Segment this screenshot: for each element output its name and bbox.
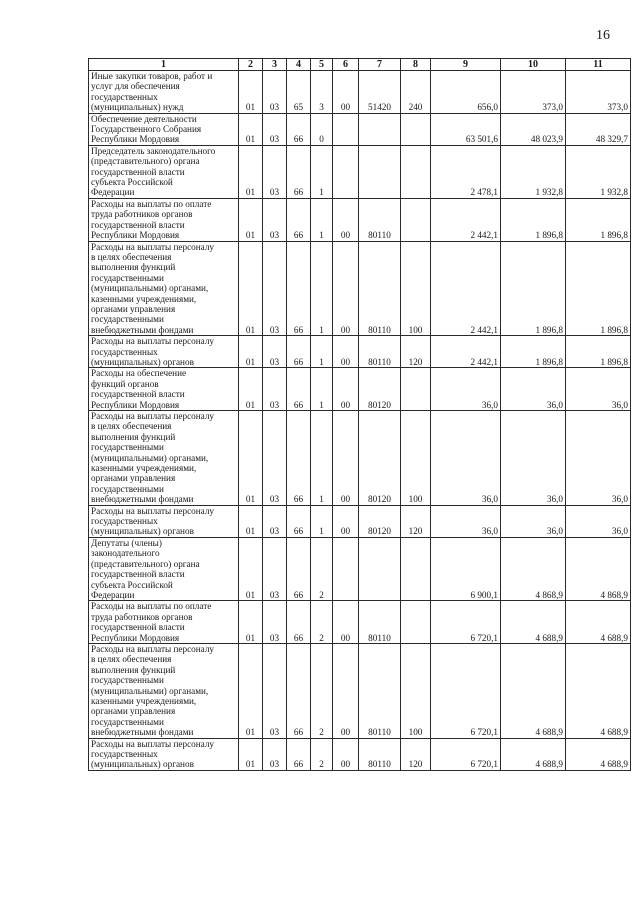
table-row (89, 601, 631, 644)
cell-expense-type (401, 537, 431, 600)
cell-expense-name (89, 198, 239, 241)
cell-section: 01 (239, 738, 263, 770)
cell-section: 01 (239, 198, 263, 241)
cell-amount-year-3: 1 896,8 (566, 336, 631, 368)
column-header: 1 (89, 59, 239, 71)
expense-name-line: субъекта Российской (91, 177, 173, 188)
expense-name-line: государственных (91, 516, 158, 527)
expense-name-line: Расходы на выплаты персоналу (91, 241, 215, 252)
cell-amount-year-1: 36,0 (431, 411, 501, 506)
expense-name-line: законодательного (91, 548, 160, 559)
cell-subsection: 03 (263, 537, 287, 600)
expense-name-line: Обеспечение деятельности (91, 113, 197, 124)
cell-expense-name (89, 601, 239, 644)
expense-name-line: Иные закупки товаров, работ и (91, 71, 213, 81)
cell-expense-type (401, 145, 431, 198)
table-row (89, 505, 631, 537)
cell-program: 66 (287, 505, 311, 537)
cell-amount-year-1: 63 501,6 (431, 113, 501, 145)
column-header: 9 (431, 59, 501, 71)
cell-amount-year-3: 4 688,9 (566, 643, 631, 738)
cell-subprogram: 1 (311, 411, 333, 506)
expense-name-line: государственными (91, 272, 164, 283)
cell-section: 01 (239, 537, 263, 600)
cell-event: 00 (333, 71, 359, 114)
expense-name-line: государственными (91, 483, 164, 494)
cell-expense-name (89, 537, 239, 600)
cell-amount-year-2: 48 023,9 (501, 113, 566, 145)
cell-amount-year-3: 1 896,8 (566, 241, 631, 336)
cell-subprogram: 1 (311, 505, 333, 537)
cell-amount-year-1: 2 442,1 (431, 241, 501, 336)
cell-subprogram: 2 (311, 738, 333, 770)
cell-direction (359, 145, 401, 198)
cell-amount-year-2: 1 896,8 (501, 241, 566, 336)
cell-subsection: 03 (263, 241, 287, 336)
cell-amount-year-3: 48 329,7 (566, 113, 631, 145)
cell-subsection: 03 (263, 145, 287, 198)
expense-name-line: Федерации (91, 589, 135, 600)
cell-amount-year-3: 36,0 (566, 505, 631, 537)
cell-amount-year-1: 2 478,1 (431, 145, 501, 198)
expense-name-line: в целях обеспечения (91, 654, 172, 665)
expense-name-line: выполнения функций (91, 664, 176, 675)
expense-name-line: государственной власти (91, 389, 185, 400)
expense-name-line: (муниципальными) органами, (91, 685, 209, 696)
cell-expense-name (89, 145, 239, 198)
cell-section: 01 (239, 241, 263, 336)
cell-expense-type (401, 198, 431, 241)
cell-program: 66 (287, 113, 311, 145)
expense-name-line: Расходы на выплаты по оплате (91, 601, 212, 612)
cell-expense-type: 100 (401, 411, 431, 506)
cell-program: 66 (287, 738, 311, 770)
cell-program: 66 (287, 537, 311, 600)
expense-name-line: государственных (91, 346, 158, 357)
cell-amount-year-3: 4 688,9 (566, 738, 631, 770)
table-row (89, 643, 631, 738)
cell-event: 00 (333, 368, 359, 411)
cell-subprogram: 3 (311, 71, 333, 114)
cell-direction: 80110 (359, 601, 401, 644)
cell-program: 66 (287, 601, 311, 644)
expense-name-line: государственными (91, 716, 164, 727)
cell-amount-year-3: 36,0 (566, 368, 631, 411)
column-header: 7 (359, 59, 401, 71)
cell-subsection: 03 (263, 113, 287, 145)
table-row (89, 241, 631, 336)
expense-name-line: (представительного) органа (91, 558, 200, 569)
table-row (89, 738, 631, 770)
cell-direction (359, 113, 401, 145)
cell-amount-year-2: 4 688,9 (501, 643, 566, 738)
expense-name-line: государственных (91, 749, 158, 759)
cell-subsection: 03 (263, 411, 287, 506)
cell-direction: 80110 (359, 198, 401, 241)
cell-amount-year-1: 6 900,1 (431, 537, 501, 600)
expense-name-line: Республики Мордовия (91, 230, 180, 241)
expense-name-line: в целях обеспечения (91, 251, 172, 262)
cell-expense-name (89, 505, 239, 537)
cell-subprogram: 2 (311, 537, 333, 600)
cell-expense-type: 100 (401, 643, 431, 738)
cell-program: 66 (287, 411, 311, 506)
column-header: 8 (401, 59, 431, 71)
expense-name-line: Депутаты (члены) (91, 537, 162, 548)
cell-event (333, 113, 359, 145)
expense-name-line: Расходы на выплаты персоналу (91, 505, 215, 516)
cell-amount-year-2: 373,0 (501, 71, 566, 114)
cell-amount-year-2: 4 688,9 (501, 738, 566, 770)
expense-name-line: труда работников органов (91, 611, 193, 622)
cell-amount-year-1: 36,0 (431, 368, 501, 411)
cell-expense-type: 120 (401, 336, 431, 368)
cell-subprogram: 2 (311, 643, 333, 738)
expense-name-line: казенными учреждениями, (91, 695, 197, 706)
cell-direction: 80110 (359, 738, 401, 770)
expense-name-line: выполнения функций (91, 262, 176, 273)
cell-amount-year-1: 6 720,1 (431, 738, 501, 770)
cell-direction: 80110 (359, 336, 401, 368)
cell-event (333, 537, 359, 600)
expense-name-line: внебюджетными фондами (91, 324, 194, 335)
cell-section: 01 (239, 145, 263, 198)
expense-name-line: (муниципальных) органов (91, 356, 194, 367)
cell-subprogram: 0 (311, 113, 333, 145)
expense-name-line: казенными учреждениями, (91, 293, 197, 304)
page-number: 16 (596, 28, 610, 43)
table-body (89, 71, 631, 771)
table-row (89, 113, 631, 145)
cell-section: 01 (239, 505, 263, 537)
expense-name-line: государственной власти (91, 166, 185, 177)
cell-expense-name (89, 113, 239, 145)
expense-name-line: функций органов (91, 378, 159, 389)
cell-amount-year-2: 4 688,9 (501, 601, 566, 644)
budget-table (88, 58, 631, 771)
expense-name-line: (муниципальными) органами, (91, 283, 209, 294)
cell-subsection: 03 (263, 601, 287, 644)
expense-name-line: органами управления (91, 303, 176, 314)
cell-subsection: 03 (263, 505, 287, 537)
expense-name-line: государственными (91, 442, 164, 453)
expense-name-line: государственной власти (91, 622, 185, 633)
expense-name-line: Председатель законодательного (91, 145, 216, 156)
cell-program: 65 (287, 71, 311, 114)
cell-expense-name (89, 643, 239, 738)
column-header: 5 (311, 59, 333, 71)
cell-expense-type: 120 (401, 505, 431, 537)
cell-subprogram: 1 (311, 198, 333, 241)
expense-name-line: Расходы на обеспечение (91, 368, 187, 379)
cell-amount-year-3: 4 868,9 (566, 537, 631, 600)
cell-subsection: 03 (263, 198, 287, 241)
cell-program: 66 (287, 198, 311, 241)
cell-direction: 80120 (359, 368, 401, 411)
cell-section: 01 (239, 411, 263, 506)
expense-name-line: Расходы на выплаты персоналу (91, 336, 215, 347)
cell-event (333, 145, 359, 198)
cell-subsection: 03 (263, 643, 287, 738)
expense-name-line: труда работников органов (91, 209, 193, 220)
cell-section: 01 (239, 113, 263, 145)
cell-amount-year-2: 36,0 (501, 368, 566, 411)
cell-amount-year-3: 373,0 (566, 71, 631, 114)
column-header: 4 (287, 59, 311, 71)
cell-event: 00 (333, 738, 359, 770)
cell-program: 66 (287, 336, 311, 368)
cell-subprogram: 1 (311, 368, 333, 411)
cell-program: 66 (287, 241, 311, 336)
expense-name-line: государственными (91, 675, 164, 686)
expense-name-line: Республики Мордовия (91, 399, 180, 410)
expense-name-line: Республики Мордовия (91, 134, 180, 145)
cell-expense-name (89, 241, 239, 336)
cell-expense-type (401, 368, 431, 411)
cell-expense-name (89, 411, 239, 506)
table-row (89, 198, 631, 241)
column-header: 11 (566, 59, 631, 71)
expense-name-line: Расходы на выплаты персоналу (91, 643, 215, 654)
cell-direction: 80120 (359, 411, 401, 506)
expense-name-line: (муниципальных) органов (91, 526, 194, 537)
cell-direction (359, 537, 401, 600)
cell-expense-name (89, 71, 239, 114)
cell-section: 01 (239, 336, 263, 368)
cell-program: 66 (287, 368, 311, 411)
expense-name-line: Федерации (91, 187, 135, 198)
cell-event: 00 (333, 505, 359, 537)
expense-name-line: Расходы на выплаты персоналу (91, 738, 215, 749)
table-row (89, 537, 631, 600)
expense-name-line: казенными учреждениями, (91, 463, 197, 474)
cell-subsection: 03 (263, 336, 287, 368)
expense-name-line: государственной власти (91, 219, 185, 230)
cell-subsection: 03 (263, 368, 287, 411)
expense-name-line: (представительного) органа (91, 156, 200, 167)
cell-expense-type (401, 113, 431, 145)
expense-name-line: государственных (91, 91, 158, 102)
cell-amount-year-1: 6 720,1 (431, 601, 501, 644)
cell-amount-year-3: 4 688,9 (566, 601, 631, 644)
expense-name-line: (муниципальных) нужд (91, 102, 184, 113)
table-row (89, 145, 631, 198)
cell-section: 01 (239, 643, 263, 738)
cell-subsection: 03 (263, 738, 287, 770)
expense-name-line: услуг для обеспечения (91, 81, 180, 92)
cell-program: 66 (287, 145, 311, 198)
cell-expense-type: 120 (401, 738, 431, 770)
cell-amount-year-3: 1 932,8 (566, 145, 631, 198)
cell-expense-type: 100 (401, 241, 431, 336)
cell-expense-name (89, 336, 239, 368)
expense-name-line: Расходы на выплаты персоналу (91, 411, 215, 421)
cell-amount-year-2: 4 868,9 (501, 537, 566, 600)
cell-subprogram: 2 (311, 601, 333, 644)
cell-event: 00 (333, 336, 359, 368)
cell-amount-year-1: 2 442,1 (431, 198, 501, 241)
cell-amount-year-3: 1 896,8 (566, 198, 631, 241)
cell-amount-year-1: 2 442,1 (431, 336, 501, 368)
cell-section: 01 (239, 71, 263, 114)
cell-expense-type: 240 (401, 71, 431, 114)
cell-subprogram: 1 (311, 145, 333, 198)
header-row (89, 59, 631, 71)
column-header: 6 (333, 59, 359, 71)
cell-amount-year-2: 1 932,8 (501, 145, 566, 198)
cell-expense-name (89, 738, 239, 770)
table-row (89, 411, 631, 506)
cell-direction: 51420 (359, 71, 401, 114)
cell-amount-year-2: 36,0 (501, 411, 566, 506)
cell-direction: 80110 (359, 241, 401, 336)
expense-name-line: внебюджетными фондами (91, 494, 194, 505)
cell-amount-year-1: 656,0 (431, 71, 501, 114)
cell-amount-year-2: 1 896,8 (501, 198, 566, 241)
expense-name-line: органами управления (91, 706, 176, 717)
expense-name-line: выполнения функций (91, 431, 176, 442)
cell-amount-year-1: 36,0 (431, 505, 501, 537)
cell-event: 00 (333, 198, 359, 241)
expense-name-line: Государственного Собрания (91, 124, 202, 135)
cell-direction: 80120 (359, 505, 401, 537)
cell-direction: 80110 (359, 643, 401, 738)
cell-subprogram: 1 (311, 336, 333, 368)
expense-name-line: (муниципальных) органов (91, 759, 194, 770)
cell-subsection: 03 (263, 71, 287, 114)
cell-amount-year-2: 36,0 (501, 505, 566, 537)
cell-amount-year-3: 36,0 (566, 411, 631, 506)
cell-program: 66 (287, 643, 311, 738)
table-row (89, 336, 631, 368)
cell-event: 00 (333, 411, 359, 506)
expense-name-line: в целях обеспечения (91, 421, 172, 432)
table-row (89, 368, 631, 411)
table-row (89, 71, 631, 114)
expense-name-line: государственными (91, 314, 164, 325)
cell-event: 00 (333, 643, 359, 738)
cell-amount-year-2: 1 896,8 (501, 336, 566, 368)
column-header: 2 (239, 59, 263, 71)
cell-expense-type (401, 601, 431, 644)
expense-name-line: государственной власти (91, 569, 185, 580)
column-header: 3 (263, 59, 287, 71)
cell-event: 00 (333, 601, 359, 644)
expense-name-line: Республики Мордовия (91, 632, 180, 643)
cell-amount-year-1: 6 720,1 (431, 643, 501, 738)
expense-name-line: субъекта Российской (91, 579, 173, 590)
expense-name-line: (муниципальными) органами, (91, 452, 209, 463)
cell-section: 01 (239, 601, 263, 644)
expense-name-line: внебюджетными фондами (91, 727, 194, 738)
cell-section: 01 (239, 368, 263, 411)
cell-event: 00 (333, 241, 359, 336)
cell-subprogram: 1 (311, 241, 333, 336)
cell-expense-name (89, 368, 239, 411)
expense-name-line: органами управления (91, 473, 176, 484)
column-header: 10 (501, 59, 566, 71)
expense-name-line: Расходы на выплаты по оплате (91, 198, 212, 209)
